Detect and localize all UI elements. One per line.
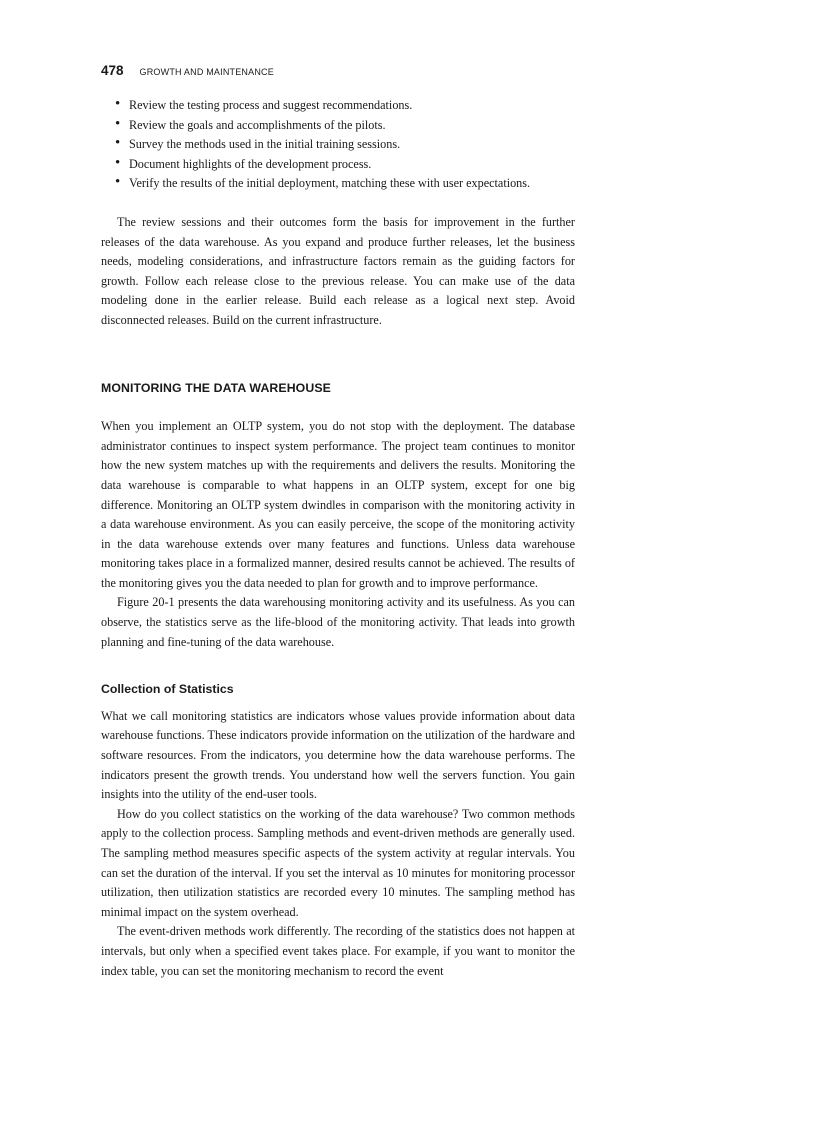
- paragraph: The event-driven methods work differently. The recording of the statistics does not happen at intervals, but only when a specified event takes place. For example, if you want to monitor the index table, you can set the monitoring mechanism to record the event: [101, 924, 575, 978]
- list-item: • Survey the methods used in the initial training sessions.: [115, 135, 575, 155]
- list-item: • Document highlights of the development process.: [115, 155, 575, 175]
- list-item: • Verify the results of the initial deployment, matching these with user expectations.: [115, 174, 575, 194]
- page-header: [101, 62, 274, 80]
- list-item: • Review the goals and accomplishments of the pilots.: [115, 116, 575, 136]
- paragraph: What we call monitoring statistics are indicators whose values provide information about data warehouse functions. These indicators provide information on the utilization of the hardware and software resources. From the indicators, you determine how the data warehouse performs. The indicators present the growth trends. You understand how well the servers function. You gain insights into the utility of the end-user tools.: [101, 708, 575, 802]
- paragraph: Figure 20-1 presents the data warehousing monitoring activity and its usefulness. As you can observe, the statistics serve as the life-blood of the monitoring activity. That leads into growth planning and fine-tuning of the data warehouse.: [101, 595, 575, 649]
- paragraph: When you implement an OLTP system, you do not stop with the deployment. The database administrator continues to inspect system performance. The project team continues to monitor how the new system matches up with the requirements and delivers the results. Monitoring the data warehouse is comparable to what happens in an OLTP system, except for one big difference. Monitoring an OLTP system dwindles in comparison with the monitoring activity in a data warehouse environment. As you can easily perceive, the scope of the monitoring activity in the data warehouse extends over many features and functions. Unless data warehouse monitoring takes place in a formalized manner, desired results cannot be achieved. The results of the monitoring gives you the data needed to plan for growth and to improve performance.: [101, 419, 575, 590]
- subsection-heading-collection: Collection of Statistics: [101, 682, 234, 697]
- page-number: 478: [101, 63, 124, 78]
- section-heading-monitoring: MONITORING THE DATA WAREHOUSE: [101, 380, 331, 395]
- list-item: • Review the testing process and suggest recommendations.: [115, 96, 575, 116]
- page-body: [101, 96, 575, 981]
- intro-paragraph: The review sessions and their outcomes form the basis for improvement in the further releases of the data warehouse. As you expand and produce further releases, let the business needs, modeling considerations, and infrastructure factors remain as the guiding factors for growth. Follow each release close to the previous release. You can make use of the data modeling done in the earlier release. Build each release as a logical next step. Avoid disconnected releases. Build on the current infrastructure.: [101, 214, 575, 327]
- running-head: GROWTH AND MAINTENANCE: [139, 67, 274, 77]
- paragraph: How do you collect statistics on the working of the data warehouse? Two common methods apply to the collection process. Sampling methods and event-driven methods are generally used. The sampling method measures specific aspects of the system activity at regular intervals. You can set the duration of the interval. If you set the interval as 10 minutes for monitoring processor utilization, then utilization statistics are recorded every 10 minutes. The sampling method has minimal impact on the system overhead.: [101, 806, 575, 919]
- bullet-list: [101, 96, 575, 194]
